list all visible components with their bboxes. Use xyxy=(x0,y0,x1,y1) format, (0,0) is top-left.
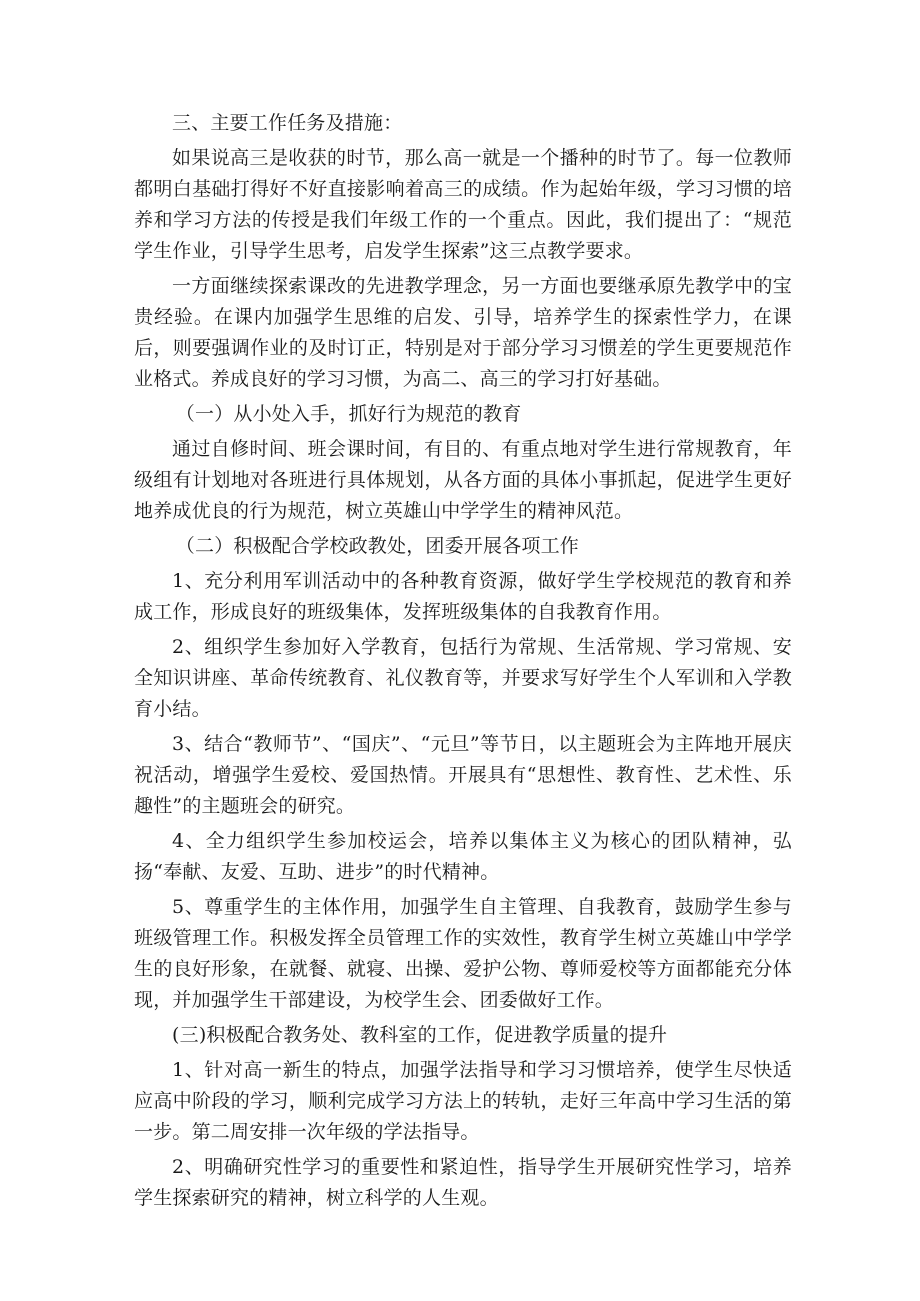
list-item-festivals: 3、结合“教师节”、“国庆”、“元旦”等节日，以主题班会为主阵地开展庆祝活动，增强学生爱校、爱国热情。开展具有“思想性、教育性、艺术性、乐趣性”的主题班会的研究。 xyxy=(134,733,792,817)
list-item-enrollment-education: 2、组织学生参加好入学教育，包括行为常规、生活常规、学习常规、安全知识讲座、革命传统教育、礼仪教育等，并要求写好学生个人军训和入学教育小结。 xyxy=(134,636,792,720)
list-item-self-management: 5、尊重学生的主体作用，加强学生自主管理、自我教育，鼓励学生参与班级管理工作。积极发挥全员管理工作的实效性，教育学生树立英雄山中学学生的良好形象，在就餐、就寝、出操、爱护公物、尊师爱校等方面都能充分体现，并加强学生干部建设，为校学生会、团委做好工作。 xyxy=(134,896,792,1011)
subheading-academic: (三)积极配合教务处、教科室的工作，促进教学质量的提升 xyxy=(172,1024,668,1046)
subheading-cooperation: （二）积极配合学校政教处，团委开展各项工作 xyxy=(175,535,579,557)
paragraph-teaching: 一方面继续探索课改的先进教学理念，另一方面也要继承原先教学中的宝贵经验。在课内加强学生思维的启发、引导，培养学生的探索性学力，在课后，则要强调作业的及时订正，特别是对于部分学习习惯差的学生更要规范作业格式。养成良好的学习习惯，为高二、高三的学习打好基础。 xyxy=(134,275,792,390)
paragraph-behavior: 通过自修时间、班会课时间，有目的、有重点地对学生进行常规教育，年级组有计划地对各班进行具体规划，从各方面的具体小事抓起，促进学生更好地养成优良的行为规范，树立英雄山中学学生的精神风范。 xyxy=(134,438,792,522)
paragraph-intro: 如果说高三是收获的时节，那么高一就是一个播种的时节了。每一位教师都明白基础打得好不好直接影响着高三的成绩。作为起始年级，学习习惯的培养和学习方法的传授是我们年级工作的一个重点。因此，我们提出了：“规范学生作业，引导学生思考，启发学生探索”这三点教学要求。 xyxy=(134,147,792,262)
subheading-behavior: （一）从小处入手，抓好行为规范的教育 xyxy=(175,403,522,425)
section-heading: 三、主要工作任务及措施： xyxy=(172,112,403,134)
list-item-study-methods: 1、针对高一新生的特点，加强学法指导和学习习惯培养，使学生尽快适应高中阶段的学习，顺利完成学习方法上的转轨，走好三年高中学习生活的第一步。第二周安排一次年级的学法指导。 xyxy=(134,1059,792,1143)
list-item-research-learning: 2、明确研究性学习的重要性和紧迫性，指导学生开展研究性学习，培养学生探索研究的精神，树立科学的人生观。 xyxy=(134,1156,792,1209)
list-item-military-training: 1、充分利用军训活动中的各种教育资源，做好学生学校规范的教育和养成工作，形成良好的班级集体，发挥班级集体的自我教育作用。 xyxy=(134,570,792,623)
list-item-sports-meet: 4、全力组织学生参加校运会，培养以集体主义为核心的团队精神，弘扬“奉献、友爱、互助、进步”的时代精神。 xyxy=(134,830,792,883)
